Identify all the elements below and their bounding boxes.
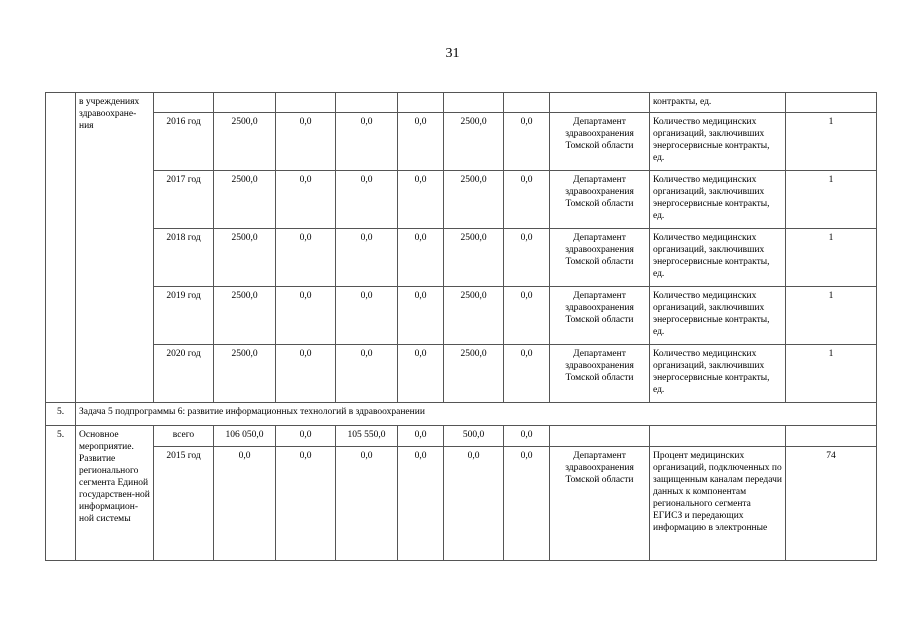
- cell-local: 0,0: [398, 345, 444, 403]
- cell-extra: 0,0: [504, 287, 550, 345]
- cell-other: 500,0: [444, 426, 504, 447]
- cell-regional: 105 550,0: [336, 426, 398, 447]
- cell-year: 2018 год: [154, 229, 214, 287]
- cell-value: 74: [786, 447, 877, 561]
- cell-extra: 0,0: [504, 426, 550, 447]
- cell-event-name: Основное мероприятие. Развитие регионального сегмента Единой государствен-ной информацион-ной системы: [76, 426, 154, 561]
- cell-total: 2500,0: [214, 345, 276, 403]
- cell-executor: Департамент здравоохранения Томской области: [550, 171, 650, 229]
- cell-indicator: Количество медицинских организаций, заключивших энергосервисные контракты, ед.: [650, 171, 786, 229]
- cell-federal: 0,0: [276, 287, 336, 345]
- cell-year: 2017 год: [154, 171, 214, 229]
- cell-value: 1: [786, 287, 877, 345]
- cell-other: 2500,0: [444, 287, 504, 345]
- cell-extra: 0,0: [504, 171, 550, 229]
- cell-federal: 0,0: [276, 113, 336, 171]
- cell-total: 2500,0: [214, 113, 276, 171]
- cell-year: 2020 год: [154, 345, 214, 403]
- cell-local: 0,0: [398, 171, 444, 229]
- cell-local: 0,0: [398, 113, 444, 171]
- cell-federal: 0,0: [276, 426, 336, 447]
- table-row-task: [46, 403, 877, 426]
- cell-federal: 0,0: [276, 229, 336, 287]
- cell-number: [46, 93, 76, 403]
- table-row: [46, 171, 877, 229]
- cell-extra: 0,0: [504, 229, 550, 287]
- cell-regional: 0,0: [336, 447, 398, 561]
- cell-regional: 0,0: [336, 113, 398, 171]
- table-row: [46, 93, 877, 113]
- cell-number: 5.: [46, 403, 76, 426]
- cell-number: 5.: [46, 426, 76, 561]
- cell-executor: Департамент здравоохранения Томской области: [550, 287, 650, 345]
- page-number: 31: [445, 46, 460, 61]
- cell-value: 1: [786, 171, 877, 229]
- cell-executor: Департамент здравоохранения Томской области: [550, 345, 650, 403]
- cell-federal: 0,0: [276, 171, 336, 229]
- cell-federal: 0,0: [276, 345, 336, 403]
- cell-extra: 0,0: [504, 345, 550, 403]
- cell-other: 2500,0: [444, 345, 504, 403]
- cell-indicator: Количество медицинских организаций, заключивших энергосервисные контракты, ед.: [650, 345, 786, 403]
- cell-executor: Департамент здравоохранения Томской области: [550, 447, 650, 561]
- table-row: [46, 229, 877, 287]
- cell-regional: 0,0: [336, 171, 398, 229]
- cell-total: 2500,0: [214, 287, 276, 345]
- cell-year: 2019 год: [154, 287, 214, 345]
- table-row: [46, 113, 877, 171]
- cell-extra: 0,0: [504, 447, 550, 561]
- cell-indicator: Количество медицинских организаций, заключивших энергосервисные контракты, ед.: [650, 287, 786, 345]
- cell-local: 0,0: [398, 426, 444, 447]
- cell-extra: 0,0: [504, 113, 550, 171]
- cell-federal: 0,0: [276, 447, 336, 561]
- cell-executor: Департамент здравоохранения Томской области: [550, 229, 650, 287]
- cell-year: 2016 год: [154, 113, 214, 171]
- cell-total: 2500,0: [214, 229, 276, 287]
- cell-indicator: Процент медицинских организаций, подключенных по защищенным каналам передачи данных к компонентам регионального сегмента ЕГИСЗ и передающих информацию в электронные: [650, 447, 786, 561]
- cell-local: 0,0: [398, 229, 444, 287]
- cell-regional: 0,0: [336, 345, 398, 403]
- table-row: [46, 345, 877, 403]
- cell-value: 1: [786, 113, 877, 171]
- cell-indicator: Количество медицинских организаций, заключивших энергосервисные контракты, ед.: [650, 229, 786, 287]
- cell-event-name: в учреждениях здравоохране-ния: [76, 93, 154, 403]
- cell-other: 2500,0: [444, 113, 504, 171]
- cell-regional: 0,0: [336, 229, 398, 287]
- cell-total: 0,0: [214, 447, 276, 561]
- cell-indicator: контракты, ед.: [650, 93, 786, 113]
- table-row: [46, 447, 877, 561]
- table-row: [46, 426, 877, 447]
- cell-value: 1: [786, 345, 877, 403]
- cell-other: 0,0: [444, 447, 504, 561]
- cell-year: всего: [154, 426, 214, 447]
- cell-other: 2500,0: [444, 229, 504, 287]
- cell-indicator: Количество медицинских организаций, заключивших энергосервисные контракты, ед.: [650, 113, 786, 171]
- table-row: [46, 287, 877, 345]
- cell-year: 2015 год: [154, 447, 214, 561]
- cell-local: 0,0: [398, 447, 444, 561]
- cell-regional: 0,0: [336, 287, 398, 345]
- cell-local: 0,0: [398, 287, 444, 345]
- program-table: [45, 92, 877, 561]
- task-title: Задача 5 подпрограммы 6: развитие информационных технологий в здравоохранении: [76, 403, 877, 426]
- cell-executor: Департамент здравоохранения Томской области: [550, 113, 650, 171]
- cell-other: 2500,0: [444, 171, 504, 229]
- cell-total: 2500,0: [214, 171, 276, 229]
- cell-value: 1: [786, 229, 877, 287]
- cell-total: 106 050,0: [214, 426, 276, 447]
